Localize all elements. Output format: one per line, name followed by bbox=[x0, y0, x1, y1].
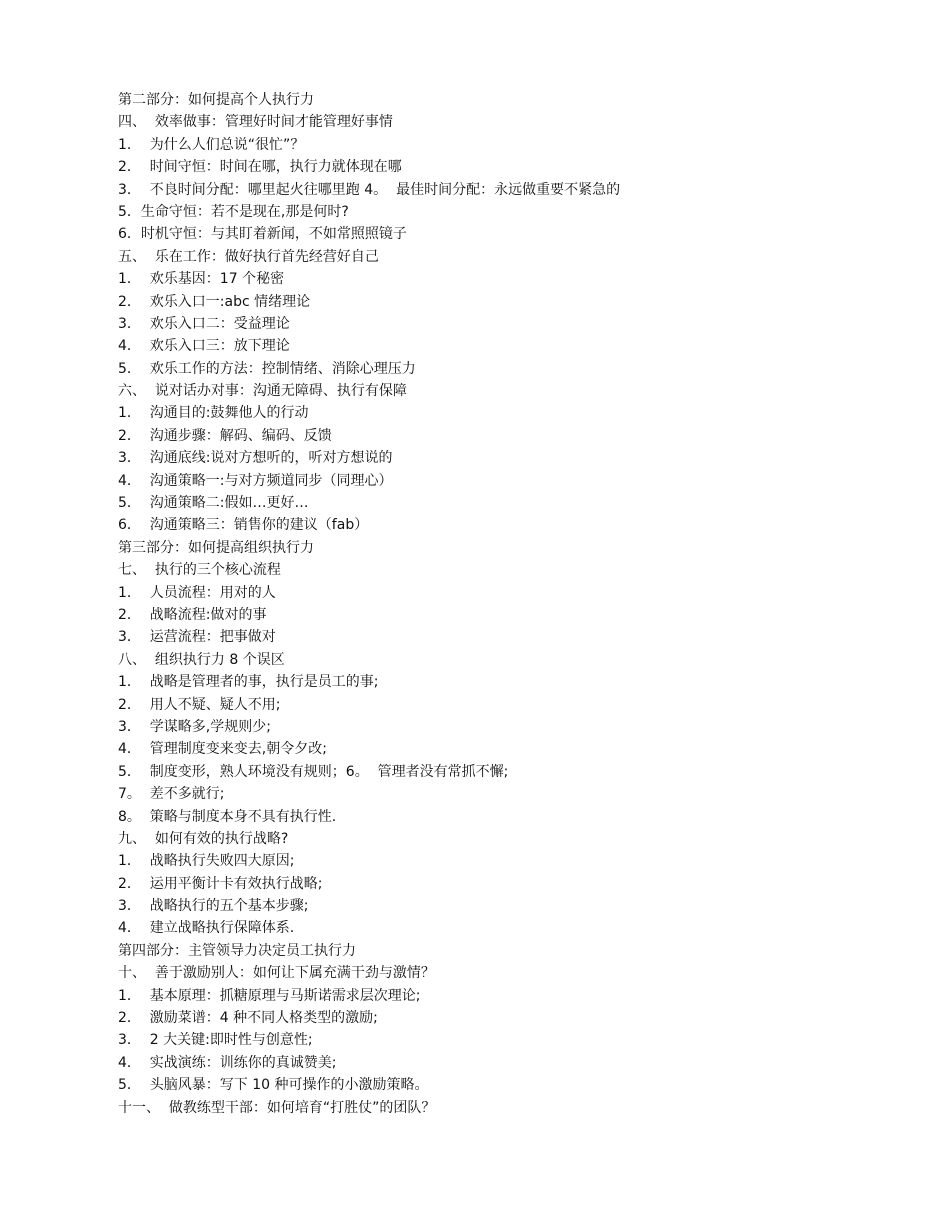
list-item: 3． 战略执行的五个基本步骤; bbox=[118, 898, 309, 915]
chapter-heading: 九、 如何有效的执行战略? bbox=[118, 830, 289, 847]
list-item: 3． 不良时间分配：哪里起火往哪里跑 4。 最佳时间分配：永远做重要不紧急的 bbox=[118, 181, 621, 198]
list-item: 1． 战略执行失败四大原因; bbox=[118, 853, 295, 870]
list-item: 1． 基本原理：抓糖原理与马斯诺需求层次理论; bbox=[118, 987, 421, 1004]
chapter-heading: 八、 组织执行力 8 个误区 bbox=[118, 651, 285, 668]
list-item: 1． 沟通目的:鼓舞他人的行动 bbox=[118, 405, 309, 422]
list-item: 4． 沟通策略一:与对方频道同步（同理心） bbox=[118, 472, 393, 489]
section-heading-part-three: 第三部分：如何提高组织执行力 bbox=[118, 539, 314, 556]
chapter-heading: 四、 效率做事：管理好时间才能管理好事情 bbox=[118, 114, 393, 131]
list-item: 6．时机守恒：与其盯着新闻，不如常照照镜子 bbox=[118, 226, 407, 243]
list-item: 2． 时间守恒：时间在哪，执行力就体现在哪 bbox=[118, 159, 402, 176]
list-item: 2． 欢乐入口一:abc 情绪理论 bbox=[118, 293, 311, 310]
list-item: 4． 欢乐入口三：放下理论 bbox=[118, 338, 290, 355]
list-item: 5． 欢乐工作的方法：控制情绪、消除心理压力 bbox=[118, 360, 416, 377]
list-item: 2． 用人不疑、疑人不用; bbox=[118, 696, 281, 713]
list-item: 4． 实战演练：训练你的真诚赞美; bbox=[118, 1054, 337, 1071]
chapter-heading: 十、 善于激励别人：如何让下属充满干劲与激情？ bbox=[118, 965, 435, 982]
list-item: 8。 策略与制度本身不具有执行性. bbox=[118, 808, 337, 825]
list-item: 3． 学谋略多,学规则少; bbox=[118, 718, 271, 735]
list-item: 7。 差不多就行; bbox=[118, 786, 225, 803]
chapter-heading: 六、 说对话办对事：沟通无障碍、执行有保障 bbox=[118, 383, 407, 400]
chapter-heading: 十一、 做教练型干部：如何培育“打胜仗”的团队？ bbox=[118, 1099, 436, 1116]
list-item: 2． 沟通步骤：解码、编码、反馈 bbox=[118, 427, 332, 444]
list-item: 2． 战略流程:做对的事 bbox=[118, 606, 267, 623]
list-item: 3． 沟通底线:说对方想听的，听对方想说的 bbox=[118, 450, 393, 467]
list-item: 6． 沟通策略三：销售你的建议（fab） bbox=[118, 517, 369, 534]
list-item: 2． 运用平衡计卡有效执行战略; bbox=[118, 875, 323, 892]
list-item: 1． 为什么人们总说“很忙”？ bbox=[118, 136, 305, 153]
list-item: 3． 欢乐入口二：受益理论 bbox=[118, 315, 290, 332]
list-item: 1． 人员流程：用对的人 bbox=[118, 584, 276, 601]
document-body bbox=[118, 89, 838, 1119]
list-item: 5． 制度变形，熟人环境没有规则；6。 管理者没有常抓不懈; bbox=[118, 763, 509, 780]
list-item: 5． 头脑风暴：写下 10 种可操作的小激励策略。 bbox=[118, 1077, 429, 1094]
section-heading-part-four: 第四部分：主管领导力决定员工执行力 bbox=[118, 942, 356, 959]
list-item: 4． 建立战略执行保障体系. bbox=[118, 920, 295, 937]
list-item: 4． 管理制度变来变去,朝令夕改; bbox=[118, 741, 327, 758]
list-item: 1． 欢乐基因：17 个秘密 bbox=[118, 271, 285, 288]
list-item: 5． 沟通策略二:假如…更好… bbox=[118, 495, 309, 512]
list-item: 3． 2 大关键:即时性与创意性; bbox=[118, 1032, 313, 1049]
chapter-heading: 五、 乐在工作：做好执行首先经营好自己 bbox=[118, 248, 379, 265]
chapter-heading: 七、 执行的三个核心流程 bbox=[118, 562, 281, 579]
section-heading-part-two: 第二部分：如何提高个人执行力 bbox=[118, 92, 314, 108]
list-item: 1． 战略是管理者的事，执行是员工的事; bbox=[118, 674, 379, 691]
list-item: 5．生命守恒：若不是现在,那是何时? bbox=[118, 203, 349, 220]
list-item: 2． 激励菜谱：4 种不同人格类型的激励; bbox=[118, 1010, 378, 1027]
list-item: 3． 运营流程：把事做对 bbox=[118, 629, 276, 646]
